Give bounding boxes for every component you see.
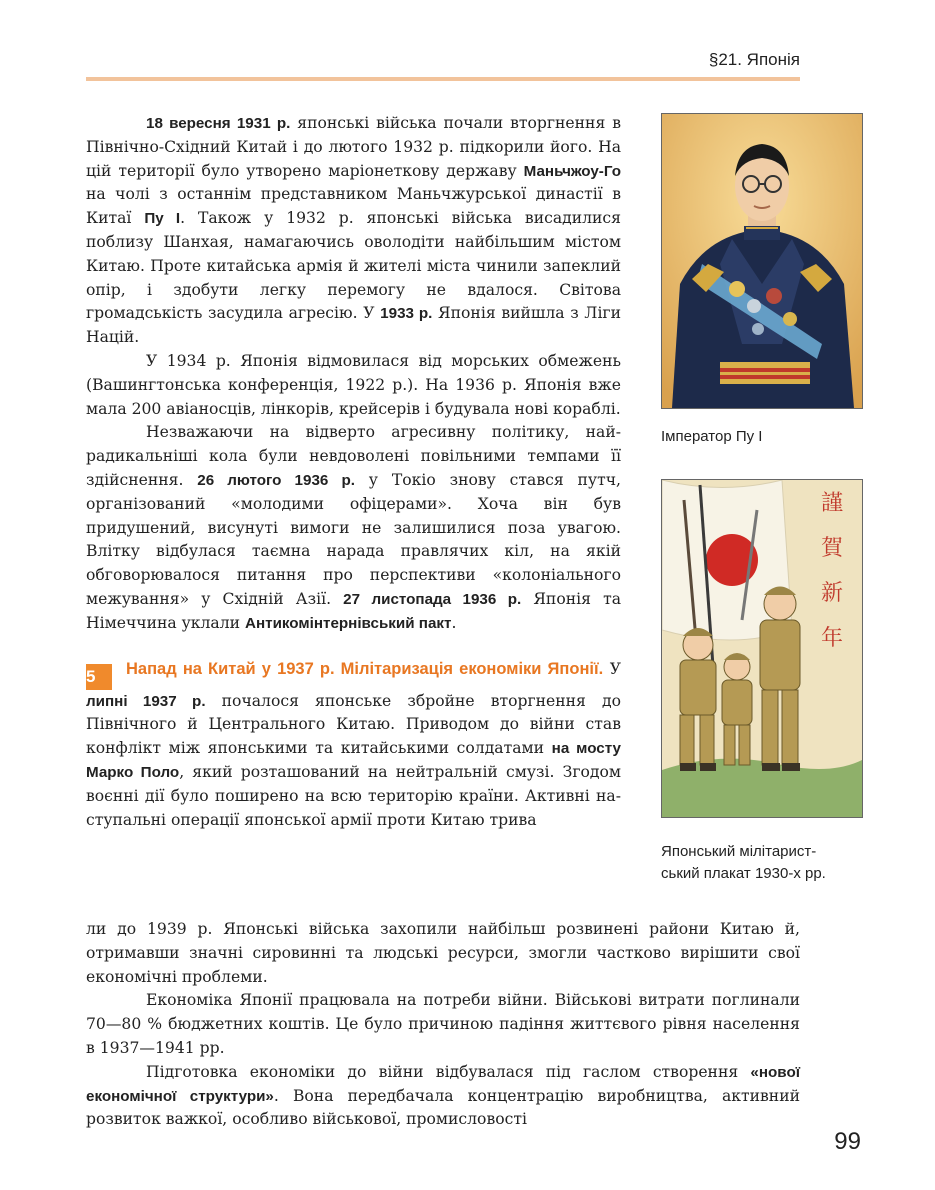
text-run: У — [603, 659, 621, 678]
date-term: 27 листопада 1936 р. — [343, 590, 522, 608]
poster-caption-line: ський плакат 1930-х рр. — [661, 865, 826, 882]
header-rule — [86, 77, 800, 81]
poster-illustration — [662, 480, 862, 817]
text-run: Японія та Німеччина уклали — [86, 589, 621, 632]
text-run: . — [451, 613, 457, 632]
poster-char: 新 — [820, 581, 844, 606]
text-run: . Також у 1932 р. японські війська висадилися поблизу Шанхая, намагаючись оволодіти найбільшим містом Китаю. Проте китайська армія й жителі міста чинили запеклий опір, і здобути легку перемогу не вдалося. Світова громадськість засудила агресію. У — [86, 209, 621, 323]
date-term: 26 лютого 1936 р. — [197, 471, 355, 489]
date-term: липні 1937 р. — [86, 692, 206, 710]
text-run: на чолі з останнім представником Маньчжурської династії в Китаї — [86, 185, 621, 228]
poster-char: 年 — [820, 626, 844, 651]
key-term: на мосту Марко Поло — [86, 740, 621, 781]
section-5-paragraph — [86, 658, 621, 833]
poster-char: 賀 — [820, 536, 844, 561]
poster-caption — [661, 841, 881, 885]
text-run: Незважаючи на відверто агресивну політику, найрадикальніші кола були невдоволені повільними темпами її здійснення. — [86, 423, 621, 489]
portrait-caption: Імператор Пу І — [661, 428, 763, 445]
text-run: у Токіо знову стався путч, організований «молодими офіцерами». Хоча він був придушений, висунуті вимоги не залишилися поза увагою. Влітку відбулася таємна нарада правлячих кіл, на якій обговорювалося питання про перспективи «колоніального межування» у Східній Азії. — [86, 470, 621, 608]
portrait-illustration — [662, 114, 862, 408]
section-header: §21. Японія — [708, 50, 800, 69]
poster-caption-line: Японський мілітарист- — [661, 843, 817, 860]
text-run: Японія вийшла з Ліги Націй. — [86, 304, 621, 347]
section-number-badge: 5 — [86, 664, 112, 690]
text-run: . Вона передбачала концентрацію виробництва, активний розвиток важкої, особливо військової, промисловості — [86, 1086, 800, 1129]
militarist-poster — [661, 479, 863, 818]
key-term: Антикомінтернівський пакт — [244, 614, 452, 632]
text-run: , який розташований на нейтральній смузі. Згодом воєнні дії було поширено на всю територію країни. Активні наступальні операції японської армії проти Китаю трива — [86, 762, 621, 829]
wide-text-block — [86, 918, 800, 1132]
paragraph-2: У 1934 р. Японія відмовилася від морських обмежень (Вашингтонська конференція, 1922 р.). На 1936 р. Японія вже мала 200 авіаносців, лінкорів, крейсерів і будувала нові кораблі. — [86, 351, 621, 418]
key-term: Пу І — [144, 210, 181, 228]
key-term: Маньчжоу-Го — [523, 162, 621, 180]
date-term: 1933 р. — [380, 305, 433, 323]
poster-char: 謹 — [820, 491, 844, 516]
paragraph-5: Економіка Японії працювала на потреби війни. Військові витрати поглинали 70—80 % бюджетних коштів. Це було причиною падіння життєвого рівня населення в 1937—1941 рр. — [86, 991, 800, 1057]
main-text-column — [86, 112, 621, 832]
key-term: «нової економічної структури» — [86, 1063, 800, 1105]
page-number: 99 — [834, 1128, 861, 1155]
text-run: Підготовка економіки до війни відбувалася під гаслом створення — [146, 1062, 751, 1081]
section-title: Напад на Китай у 1937 р. Мілітаризація економіки Японії. — [126, 659, 604, 678]
paragraph-6 — [86, 1061, 800, 1132]
text-run: почалося японське збройне вторгнення до Північного й Центрального Китаю. Приводом до війни став конфлікт між японськими та китайськими солдатами — [86, 691, 621, 758]
date-term: 18 вересня 1931 р. — [146, 115, 291, 132]
paragraph-3 — [86, 421, 621, 635]
paragraph-1 — [86, 112, 621, 350]
emperor-pu-portrait — [661, 113, 863, 409]
text-run: японські війська почали вторгнення в Північно-Східний Китай і до лютого 1932 р. підкорили його. На цій території було утворено маріонеткову державу — [86, 114, 621, 180]
paragraph-4-continued: ли до 1939 р. Японські війська захопили найбільш розвинені райони Китаю й, отримавши значні сировинні та людські ресурси, змогли частково вирішити свої економічні проблеми. — [86, 920, 800, 986]
